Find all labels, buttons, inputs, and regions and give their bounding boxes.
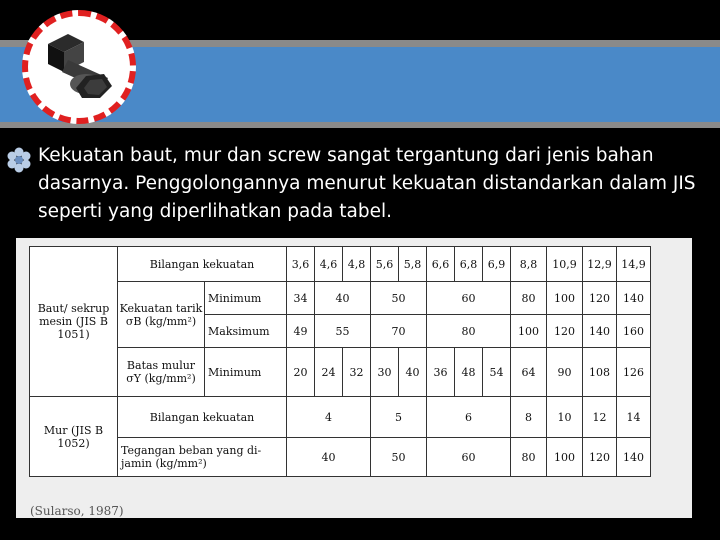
tensile-min-cell: 80 xyxy=(511,282,547,315)
body-paragraph: Kekuatan baut, mur dan screw sangat tergantung dari jenis bahan dasarnya. Penggolongannya menurut kekuatan distandarkan dalam JIS seperti yang diperlihatkan pada tabel. xyxy=(38,145,696,222)
yield-cell: 30 xyxy=(371,348,399,397)
tensile-min-cell: 100 xyxy=(547,282,583,315)
class-cell: 6,6 xyxy=(427,247,455,282)
tensile-max-cell: 120 xyxy=(547,315,583,348)
yield-cell: 48 xyxy=(455,348,483,397)
source-caption: (Sularso, 1987) xyxy=(30,504,124,518)
class-cell: 8,8 xyxy=(511,247,547,282)
yield-cell: 108 xyxy=(583,348,617,397)
tensile-max-cell: 100 xyxy=(511,315,547,348)
nut-class-cell: 5 xyxy=(371,397,427,438)
class-cell: 6,9 xyxy=(483,247,511,282)
class-cell: 4,8 xyxy=(343,247,371,282)
nut-class-cell: 12 xyxy=(583,397,617,438)
class-cell: 14,9 xyxy=(617,247,651,282)
tensile-min-cell: 50 xyxy=(371,282,427,315)
nut-class-cell: 8 xyxy=(511,397,547,438)
proof-load-cell: 140 xyxy=(617,438,651,477)
yield-cell: 90 xyxy=(547,348,583,397)
class-cell: 10,9 xyxy=(547,247,583,282)
tensile-max-cell: 160 xyxy=(617,315,651,348)
yield-cell: 40 xyxy=(399,348,427,397)
bolt-group-label: Baut/ sekrup mesin (JIS B 1051) xyxy=(30,247,118,397)
tensile-max-cell: 70 xyxy=(371,315,427,348)
yield-cell: 32 xyxy=(343,348,371,397)
tensile-max-cell: 80 xyxy=(427,315,511,348)
class-label: Bilangan kekuatan xyxy=(118,247,287,282)
nut-class-cell: 14 xyxy=(617,397,651,438)
proof-load-cell: 120 xyxy=(583,438,617,477)
nut-class-cell: 10 xyxy=(547,397,583,438)
proof-load-cell: 60 xyxy=(427,438,511,477)
strength-table xyxy=(29,246,651,477)
class-cell: 3,6 xyxy=(287,247,315,282)
nut-class-label: Bilangan kekuatan xyxy=(118,397,287,438)
tensile-max-cell: 140 xyxy=(583,315,617,348)
strength-table-image xyxy=(16,238,692,518)
class-cell: 12,9 xyxy=(583,247,617,282)
tensile-min-cell: 120 xyxy=(583,282,617,315)
tensile-min-cell: 60 xyxy=(427,282,511,315)
flower-bullet-icon xyxy=(5,146,33,174)
tensile-min-cell: 34 xyxy=(287,282,315,315)
yield-label: Batas mulur σY (kg/mm²) xyxy=(118,348,205,397)
tensile-min-cell: 140 xyxy=(617,282,651,315)
yield-cell: 24 xyxy=(315,348,343,397)
class-cell: 5,8 xyxy=(399,247,427,282)
tensile-min-cell: 40 xyxy=(315,282,371,315)
nut-class-cell: 4 xyxy=(287,397,371,438)
proof-load-cell: 80 xyxy=(511,438,547,477)
min-label: Minimum xyxy=(205,282,287,315)
proof-load-cell: 50 xyxy=(371,438,427,477)
proof-load-label: Tegangan beban yang di- jamin (kg/mm²) xyxy=(118,438,287,477)
yield-cell: 64 xyxy=(511,348,547,397)
max-label: Maksimum xyxy=(205,315,287,348)
class-cell: 5,6 xyxy=(371,247,399,282)
bolt-nut-image xyxy=(28,16,130,118)
nut-group-label: Mur (JIS B 1052) xyxy=(30,397,118,477)
yield-cell: 36 xyxy=(427,348,455,397)
tensile-max-cell: 49 xyxy=(287,315,315,348)
proof-load-cell: 100 xyxy=(547,438,583,477)
yield-cell: 20 xyxy=(287,348,315,397)
yield-cell: 54 xyxy=(483,348,511,397)
yield-cell: 126 xyxy=(617,348,651,397)
yield-min-label: Minimum xyxy=(205,348,287,397)
bolt-nut-photo xyxy=(22,10,136,124)
tensile-max-cell: 55 xyxy=(315,315,371,348)
header-band-bottom xyxy=(0,122,720,128)
tensile-label: Kekuatan tarik σB (kg/mm²) xyxy=(118,282,205,348)
proof-load-cell: 40 xyxy=(287,438,371,477)
class-cell: 4,6 xyxy=(315,247,343,282)
class-cell: 6,8 xyxy=(455,247,483,282)
nut-class-cell: 6 xyxy=(427,397,511,438)
